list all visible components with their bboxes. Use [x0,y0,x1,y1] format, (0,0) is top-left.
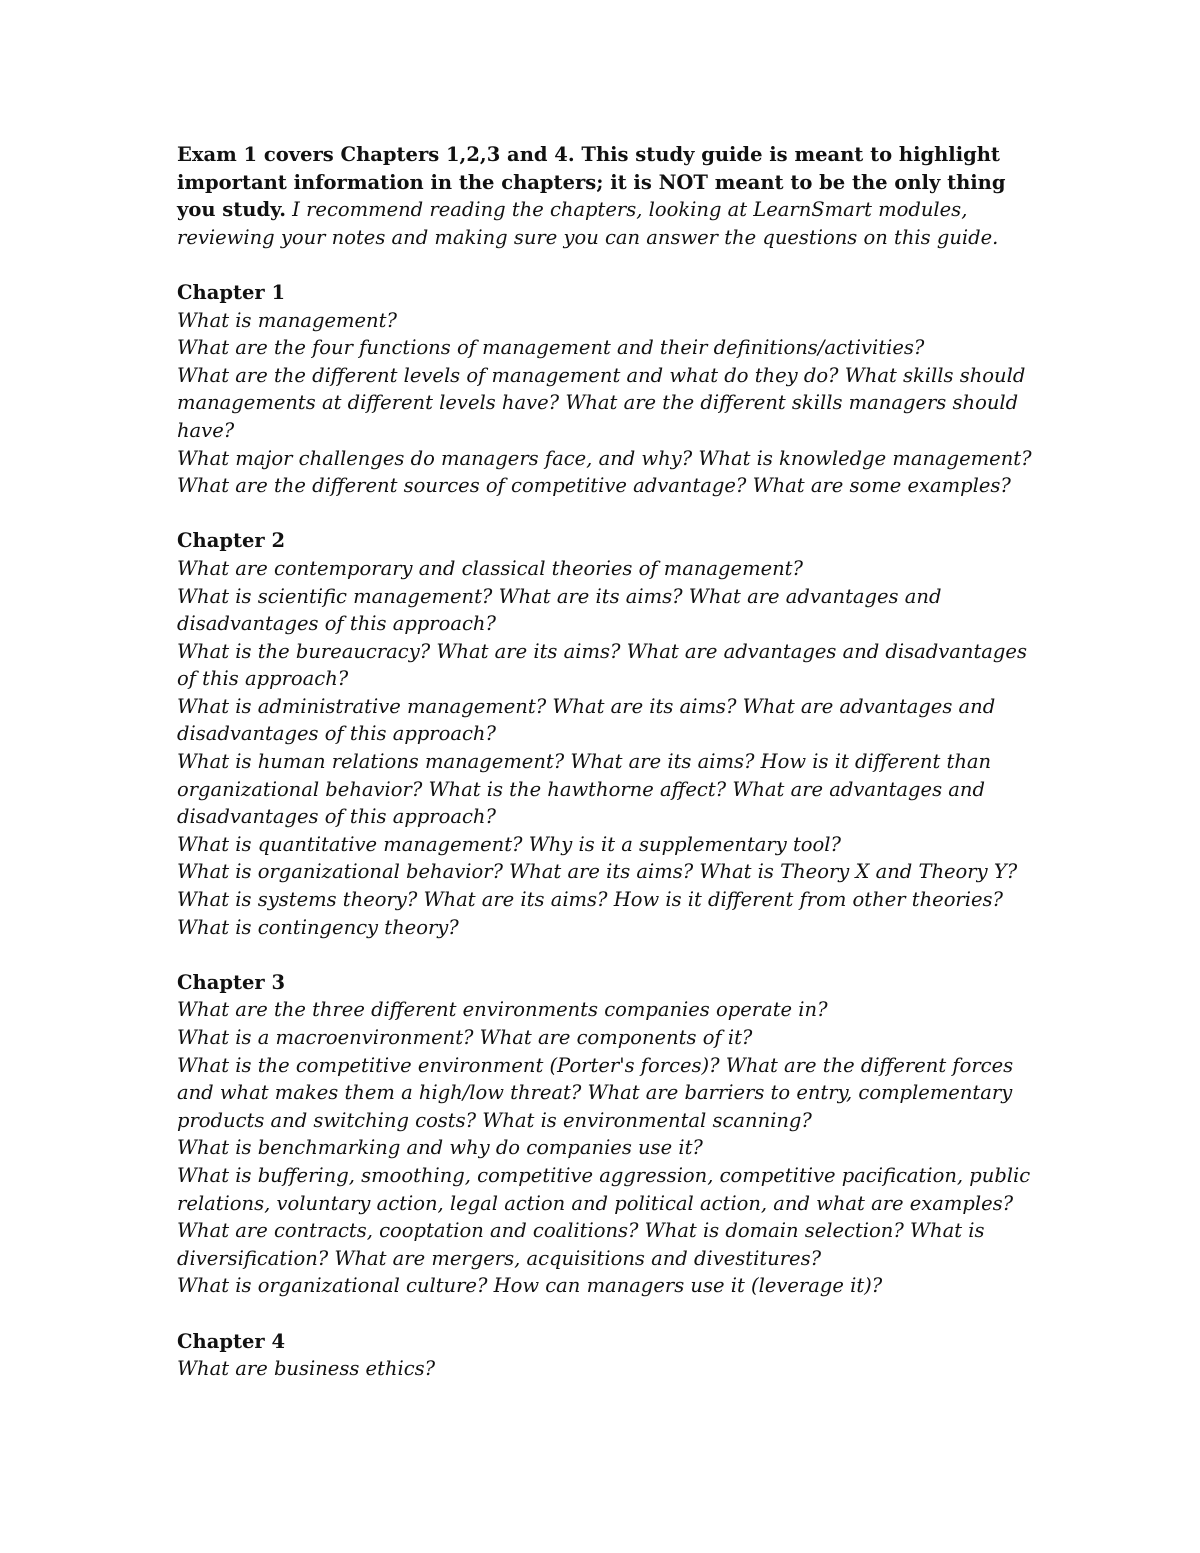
question-item: What is human relations management? What are its aims? How is it different than organizational behavior? What is the hawthorne affect? What are advantages and disadvantages of this approach? [177,750,992,829]
question-item: What is administrative management? What are its aims? What are advantages and disadvantages of this approach? [177,694,996,746]
question-item: What is a macroenvironment? What are components of it? [177,1026,753,1049]
question-item: What are the different sources of competitive advantage? What are some examples? [177,474,1011,498]
document-page [177,141,1037,1410]
chapter-heading: Chapter 4 [177,1329,286,1353]
intro-italic-text: I recommend reading the chapters, looking at LearnSmart modules, reviewing your notes and making sure you can answer the questions on this guide. [177,198,999,249]
chapter-4-section [177,1328,1037,1383]
question-item: What are contemporary and classical theories of management? [177,556,803,580]
intro-bold-text: Exam 1 covers Chapters 1,2,3 and 4. This study guide is meant to highlight important information in the chapters; it is NOT meant to be the only thing you study. [177,143,1006,222]
question-item: What is the competitive environment (Porter's forces)? What are the different forces and what makes them a high/low threat? What are barriers to entry, complementary products and switching costs? What is environmental scanning? [177,1053,1014,1132]
question-item: What is systems theory? What are its aims? How is it different from other theories? [177,888,1003,912]
intro-paragraph [177,141,1037,251]
question-item: What is organizational culture? How can managers use it (leverage it)? [177,1274,883,1298]
chapter-heading: Chapter 2 [177,529,286,553]
question-item: What is quantitative management? Why is it a supplementary tool? [177,832,841,856]
question-item: What are business ethics? [177,1357,436,1381]
chapter-1-section [177,279,1037,500]
question-item: What major challenges do managers face, and why? What is knowledge management? [177,446,1032,470]
question-item: What are the four functions of management and their definitions/activities? [177,336,925,360]
question-item: What is buffering, smoothing, competitive aggression, competitive pacification, public relations, voluntary action, legal action and political action, and what are examples? [177,1163,1031,1215]
question-item: What is organizational behavior? What are its aims? What is Theory X and Theory Y? [177,860,1018,884]
question-item: What is benchmarking and why do companies use it? [177,1136,703,1160]
question-item: What are the different levels of management and what do they do? What skills should managements at different levels have? What are the different skills managers should have? [177,363,1026,442]
chapter-2-section [177,527,1037,941]
chapter-3-section [177,969,1037,1300]
chapter-heading: Chapter 1 [177,280,286,304]
question-item: What is the bureaucracy? What are its aims? What are advantages and disadvantages of this approach? [177,639,1027,691]
question-item: What are the three different environments companies operate in? [177,998,828,1022]
question-item: What is management? [177,308,397,332]
question-item: What is contingency theory? [177,915,459,939]
question-item: What is scientific management? What are its aims? What are advantages and disadvantages of this approach? [177,584,942,636]
chapter-heading: Chapter 3 [177,970,286,994]
question-item: What are contracts, cooptation and coalitions? What is domain selection? What is diversification? What are mergers, acquisitions and divestitures? [177,1219,985,1270]
